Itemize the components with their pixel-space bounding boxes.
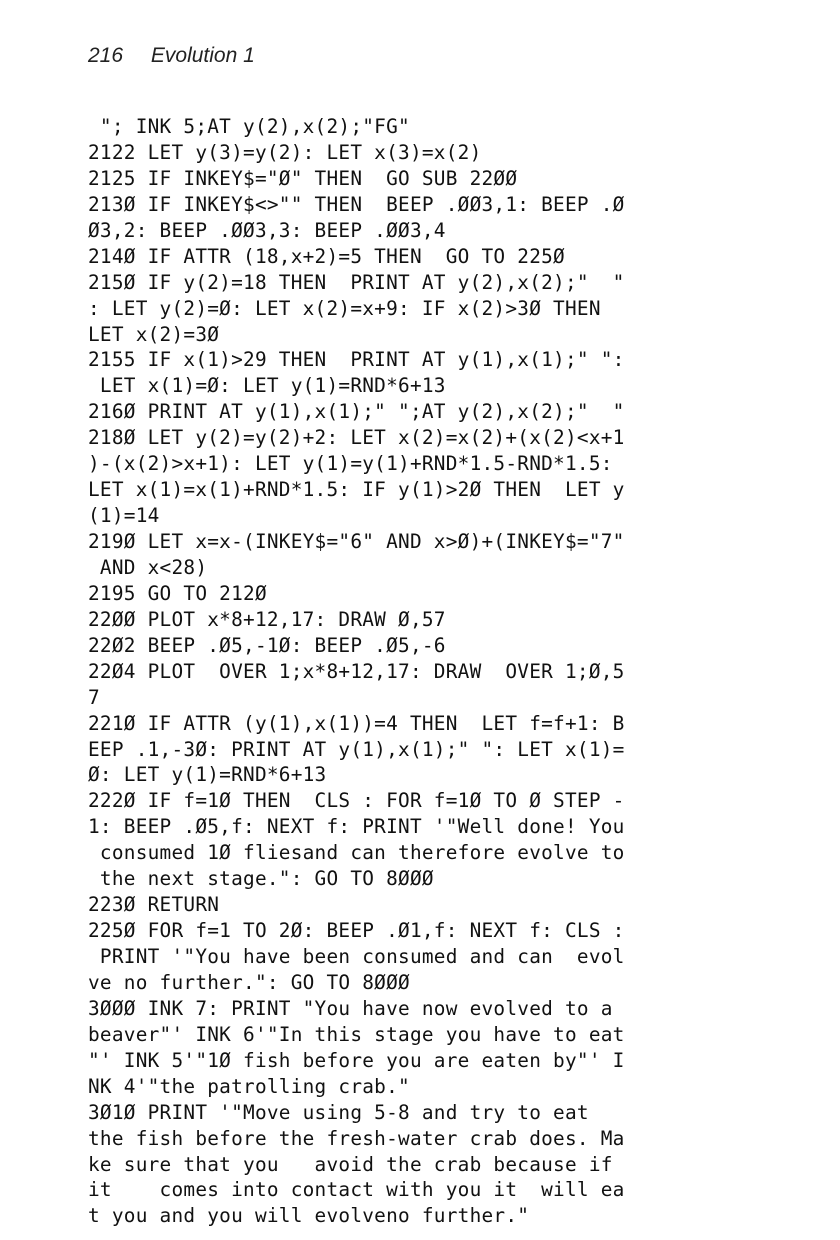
code-line: 2195 GO TO 212Ø xyxy=(88,581,267,605)
code-line: 2125 IF INKEY$="Ø" THEN GO SUB 22ØØ xyxy=(88,166,518,190)
code-line: 1: BEEP .Ø5,f: NEXT f: PRINT '"Well done! You xyxy=(88,815,625,839)
code-line: 218Ø LET y(2)=y(2)+2: LET x(2)=x(2)+(x(2)<x+1 xyxy=(88,426,625,450)
code-line: : LET y(2)=Ø: LET x(2)=x+9: IF x(2)>3Ø THEN xyxy=(88,296,601,320)
code-line: "' INK 5'"1Ø fish before you are eaten by"' I xyxy=(88,1048,625,1072)
code-line: Ø: LET y(1)=RND*6+13 xyxy=(88,763,327,787)
code-line: consumed 1Ø fliesand can therefore evolve to xyxy=(88,841,625,865)
code-line: PRINT '"You have been consumed and can evol xyxy=(88,945,625,968)
code-line: 3ØØØ INK 7: PRINT "You have now evolved to a xyxy=(88,996,613,1020)
page-header xyxy=(88,44,255,68)
code-line: 223Ø RETURN xyxy=(88,893,220,917)
code-line: Ø3,2: BEEP .ØØ3,3: BEEP .ØØ3,4 xyxy=(88,218,446,242)
code-line: LET x(2)=3Ø xyxy=(88,322,220,346)
code-line: 215Ø IF y(2)=18 THEN PRINT AT y(2),x(2);" " xyxy=(88,270,625,294)
code-line: 22Ø2 BEEP .Ø5,-1Ø: BEEP .Ø5,-6 xyxy=(88,633,446,657)
program-listing xyxy=(88,114,800,1229)
code-line: ve no further.": GO TO 8ØØØ xyxy=(88,970,410,994)
code-line: 216Ø PRINT AT y(1),x(1);" ";AT y(2),x(2);" " xyxy=(88,400,625,424)
code-line: 3Ø1Ø PRINT '"Move using 5-8 and try to eat xyxy=(88,1100,589,1124)
code-line: t you and you will evolveno further." xyxy=(88,1204,530,1228)
code-line: AND x<28) xyxy=(88,555,208,579)
code-line: 221Ø IF ATTR (y(1),x(1))=4 THEN LET f=f+1: B xyxy=(88,711,625,735)
chapter-title: Evolution 1 xyxy=(150,44,255,67)
code-line: 7 xyxy=(88,685,100,709)
code-line: it comes into contact with you it will ea xyxy=(88,1178,625,1202)
code-line: 222Ø IF f=1Ø THEN CLS : FOR f=1Ø TO Ø STEP - xyxy=(88,789,625,813)
code-line: LET x(1)=Ø: LET y(1)=RND*6+13 xyxy=(88,374,446,398)
code-line: LET x(1)=x(1)+RND*1.5: IF y(1)>2Ø THEN LET y xyxy=(88,478,625,502)
code-line: the fish before the fresh-water crab does. Ma xyxy=(88,1126,625,1150)
code-line: "; INK 5;AT y(2),x(2);"FG" xyxy=(88,115,410,138)
code-line: 213Ø IF INKEY$<>"" THEN BEEP .ØØ3,1: BEEP .Ø xyxy=(88,192,625,216)
code-line: ke sure that you avoid the crab because if xyxy=(88,1152,613,1176)
code-line: the next stage.": GO TO 8ØØØ xyxy=(88,867,434,891)
code-line: 22ØØ PLOT x*8+12,17: DRAW Ø,57 xyxy=(88,607,446,631)
code-line: beaver"' INK 6'"In this stage you have to eat xyxy=(88,1022,625,1046)
code-line: )-(x(2)>x+1): LET y(1)=y(1)+RND*1.5-RND*1.5: xyxy=(88,452,613,476)
code-line: 219Ø LET x=x-(INKEY$="6" AND x>Ø)+(INKEY$="7" xyxy=(88,530,625,553)
code-line: NK 4'"the patrolling crab." xyxy=(88,1074,410,1098)
code-line: 22Ø4 PLOT OVER 1;x*8+12,17: DRAW OVER 1;Ø,5 xyxy=(88,659,625,683)
code-line: 225Ø FOR f=1 TO 2Ø: BEEP .Ø1,f: NEXT f: CLS : xyxy=(88,919,625,943)
code-line: (1)=14 xyxy=(88,504,160,528)
page-number: 216 xyxy=(88,44,124,67)
code-line: 2155 IF x(1)>29 THEN PRINT AT y(1),x(1);" ": xyxy=(88,348,625,372)
code-line: 2122 LET y(3)=y(2): LET x(3)=x(2) xyxy=(88,140,482,164)
code-line: 214Ø IF ATTR (18,x+2)=5 THEN GO TO 225Ø xyxy=(88,244,565,268)
code-line: EEP .1,-3Ø: PRINT AT y(1),x(1);" ": LET x(1)= xyxy=(88,737,625,761)
